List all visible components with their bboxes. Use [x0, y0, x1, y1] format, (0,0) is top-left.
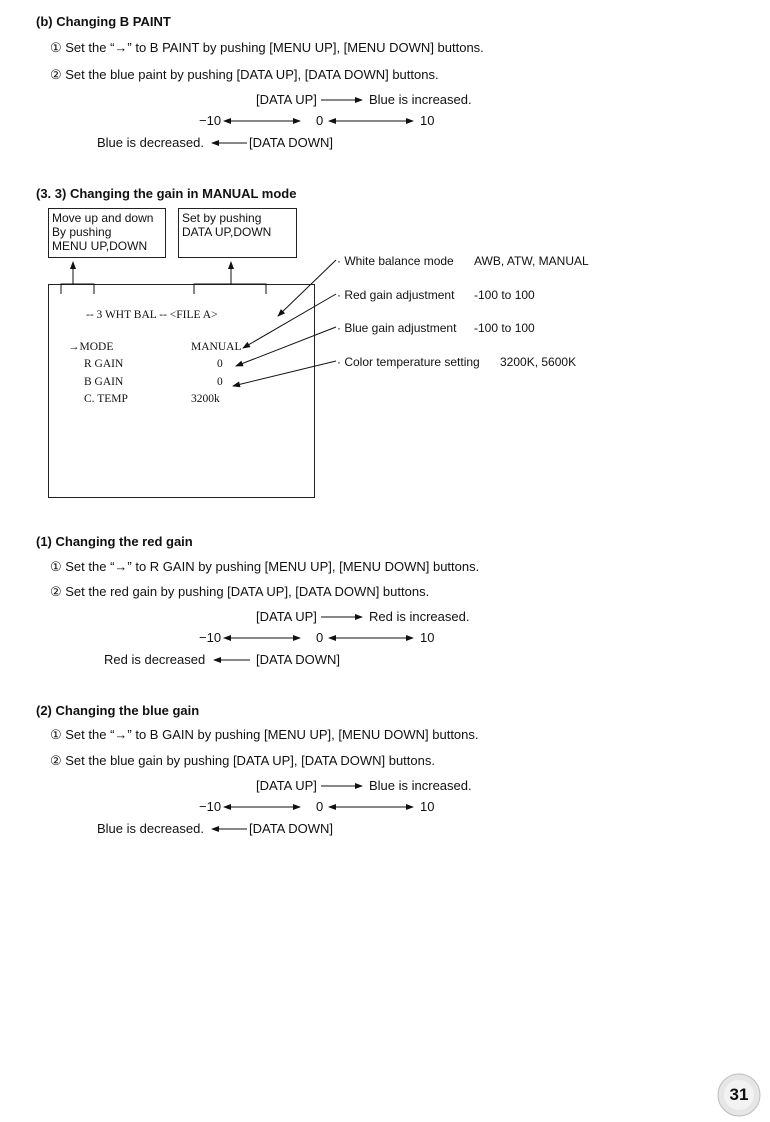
- page-number: 31: [729, 1085, 749, 1104]
- leader-wb-mode: [278, 260, 336, 316]
- note-wb-mode-label: · White balance mode: [337, 254, 454, 268]
- callout-left-line: By pushing: [52, 225, 112, 239]
- b-paint-zero: 0: [316, 113, 324, 128]
- blue-gain-neg: −10: [199, 799, 222, 814]
- red-gain-heading: (1) Changing the red gain: [36, 534, 193, 549]
- red-gain-zero: 0: [316, 630, 324, 645]
- callout-right-line: DATA UP,DOWN: [182, 225, 272, 239]
- b-paint-data-down: [DATA DOWN]: [249, 135, 334, 150]
- red-gain-neg: −10: [199, 630, 222, 645]
- manual-heading: (3. 3) Changing the gain in MANUAL mode: [36, 186, 297, 201]
- red-gain-pos: 10: [420, 630, 435, 645]
- blue-gain-step1: ① Set the “→” to B GAIN by pushing [MENU UP], [MENU DOWN] buttons.: [50, 727, 479, 742]
- b-paint-decreased: Blue is decreased.: [97, 135, 204, 150]
- screen-mode-label: →MODE: [68, 341, 114, 353]
- note-red-gain-label: · Red gain adjustment: [337, 288, 455, 302]
- screen-mode-value: MANUAL: [191, 341, 242, 353]
- bracket-right: [194, 284, 266, 294]
- blue-gain-step2: ② Set the blue gain by pushing [DATA UP], [DATA DOWN] buttons.: [50, 753, 435, 768]
- bracket-left: [61, 284, 94, 294]
- red-gain-data-down: [DATA DOWN]: [256, 652, 341, 667]
- blue-gain-zero: 0: [316, 799, 324, 814]
- note-ctemp-label: · Color temperature setting: [337, 355, 480, 369]
- screen-ctemp-value: 3200k: [191, 393, 220, 405]
- b-paint-pos: 10: [420, 113, 435, 128]
- blue-gain-decreased: Blue is decreased.: [97, 821, 204, 836]
- blue-gain-pos: 10: [420, 799, 435, 814]
- screen-bgain-value: 0: [217, 376, 223, 388]
- red-gain-step1: ① Set the “→” to R GAIN by pushing [MENU UP], [MENU DOWN] buttons.: [50, 559, 480, 574]
- note-blue-gain-label: · Blue gain adjustment: [337, 321, 457, 335]
- leader-ctemp: [233, 361, 336, 386]
- red-gain-increased: Red is increased.: [369, 609, 470, 624]
- b-paint-neg: −10: [199, 113, 222, 128]
- note-red-gain-value: -100 to 100: [474, 288, 535, 302]
- screen-title: -- 3 WHT BAL -- <FILE A>: [86, 309, 218, 321]
- screen-bgain-label: B GAIN: [84, 376, 124, 388]
- screen-rgain-label: R GAIN: [84, 358, 124, 370]
- note-wb-mode-value: AWB, ATW, MANUAL: [474, 254, 589, 268]
- callout-left-line: MENU UP,DOWN: [52, 239, 148, 253]
- callout-left-line: Move up and down: [52, 211, 154, 225]
- b-paint-heading: (b) Changing B PAINT: [36, 14, 171, 29]
- screen-rgain-value: 0: [217, 358, 223, 370]
- note-ctemp-value: 3200K, 5600K: [500, 355, 577, 369]
- b-paint-step2: ② Set the blue paint by pushing [DATA UP], [DATA DOWN] buttons.: [50, 67, 439, 82]
- blue-gain-data-up: [DATA UP]: [256, 778, 317, 793]
- b-paint-increased: Blue is increased.: [369, 92, 472, 107]
- b-paint-data-up: [DATA UP]: [256, 92, 317, 107]
- red-gain-step2: ② Set the red gain by pushing [DATA UP], [DATA DOWN] buttons.: [50, 584, 430, 599]
- callout-right-line: Set by pushing: [182, 211, 262, 225]
- b-paint-step1: ① Set the “→” to B PAINT by pushing [MENU UP], [MENU DOWN] buttons.: [50, 40, 484, 55]
- red-gain-decreased: Red is decreased: [104, 652, 206, 667]
- blue-gain-increased: Blue is increased.: [369, 778, 472, 793]
- blue-gain-data-down: [DATA DOWN]: [249, 821, 334, 836]
- blue-gain-heading: (2) Changing the blue gain: [36, 703, 200, 718]
- leader-blue-gain: [236, 327, 336, 366]
- note-blue-gain-value: -100 to 100: [474, 321, 535, 335]
- screen-ctemp-label: C. TEMP: [84, 393, 128, 405]
- leader-red-gain: [243, 294, 336, 348]
- red-gain-data-up: [DATA UP]: [256, 609, 317, 624]
